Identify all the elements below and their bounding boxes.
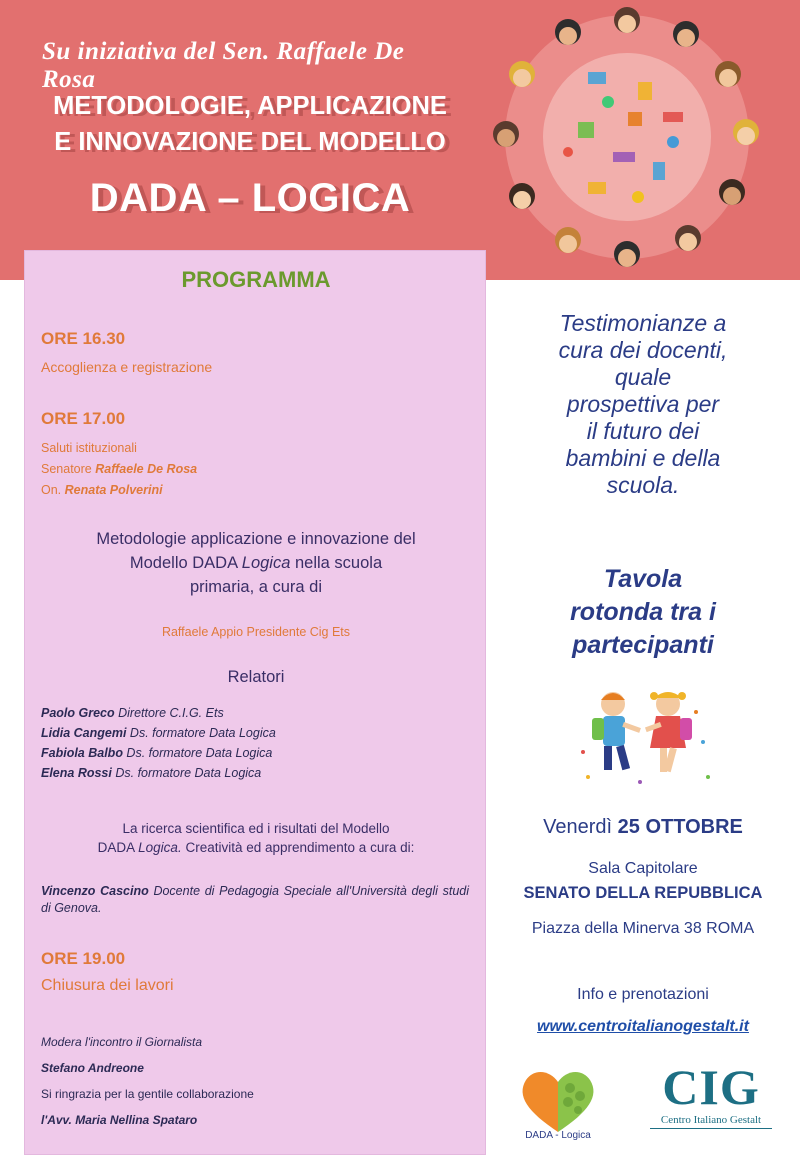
cig-logo-subtitle: Centro Italiano Gestalt [660, 1114, 762, 1126]
research-line-2 [35, 838, 477, 857]
tavola-rotonda-text [500, 563, 786, 662]
methodology-line-1: Metodologie applicazione e innovazione del [96, 530, 416, 548]
tavola-line: partecipanti [572, 631, 714, 659]
session-1-time: ORE 16.30 [41, 329, 126, 348]
relatore-role: Ds. formatore Data Logica [111, 766, 262, 780]
relatore-role: Ds. formatore Data Logica [122, 746, 273, 760]
relatore-name: Paolo Greco [41, 706, 115, 720]
cascino-name: Vincenzo Cascino [41, 884, 149, 898]
cascino-paragraph [41, 883, 469, 917]
title-line-3: DADA – LOGICA [89, 176, 411, 220]
girl-figure [645, 692, 692, 772]
thanks-text: Si ringrazia per la gentile collaborazione [41, 1087, 254, 1101]
relatori-list [41, 703, 276, 783]
curator-text: Raffaele Appio Presidente Cig Ets [161, 625, 351, 639]
session-1-text: Accoglienza e registrazione [41, 359, 213, 375]
venue-line-1: Sala Capitolare [588, 860, 698, 877]
title-line-2: E INNOVAZIONE DEL MODELLO [54, 128, 446, 156]
tavola-line: rotonda tra i [570, 598, 716, 626]
website-link[interactable]: www.centroitalianogestalt.it [537, 1018, 749, 1035]
research-line-1: La ricerca scientifica ed i risultati del Modello [122, 821, 390, 836]
cascino-role: Docente di Pedagogia Speciale all'Università degli studi di Genova. [41, 884, 469, 915]
testimonianze-line: scuola. [606, 472, 680, 498]
senator-name: Raffaele De Rosa [95, 462, 198, 476]
methodology-line-2b: Logica [241, 554, 291, 572]
testimonianze-line: Testimonianze a [559, 310, 727, 336]
hon-name: Renata Polverini [64, 483, 163, 497]
methodology-paragraph [35, 527, 477, 599]
date-day: 25 OTTOBRE [617, 816, 743, 838]
relatore-name: Fabiola Balbo [41, 746, 123, 760]
session-3-text: Chiusura dei lavori [41, 977, 174, 994]
relatore-item [41, 743, 276, 763]
boy-figure [592, 692, 641, 770]
session-3-time: ORE 19.00 [41, 949, 126, 968]
event-date [500, 816, 786, 839]
research-line-2b: Logica. [138, 840, 182, 855]
title-line-1: METODOLOGIE, APPLICAZIONE [53, 92, 447, 120]
initiative-text: Su iniziativa del Sen. Raffaele De Rosa [42, 38, 405, 93]
children-circle-illustration [488, 2, 766, 272]
relatore-item [41, 703, 276, 723]
thanks-name: l'Avv. Maria Nellina Spataro [41, 1113, 198, 1127]
testimonianze-line: bambini e della [565, 445, 721, 471]
cig-logo-divider [650, 1128, 772, 1129]
senator-role: Senatore [41, 462, 96, 476]
header-band [0, 0, 800, 280]
session-2-line-3 [41, 483, 163, 497]
methodology-line-3: primaria, a cura di [189, 578, 323, 596]
research-line-2a: DADA [97, 840, 139, 855]
methodology-line-2c: nella scuola [290, 554, 383, 572]
research-paragraph [35, 819, 477, 857]
methodology-line-2 [35, 551, 477, 575]
tavola-line: Tavola [603, 565, 683, 593]
relatore-name: Lidia Cangemi [41, 726, 127, 740]
testimonianze-line: cura dei docenti, [558, 337, 728, 363]
relatore-name: Elena Rossi [41, 766, 112, 780]
hon-role: On. [41, 483, 65, 497]
moderator-text: Modera l'incontro il Giornalista [41, 1035, 203, 1049]
venue-line-2: SENATO DELLA REPUBBLICA [523, 884, 763, 902]
programme-panel [24, 250, 486, 1155]
relatore-item [41, 763, 276, 783]
research-line-2c: Creatività ed apprendimento a cura di: [181, 840, 415, 855]
relatore-role: Direttore C.I.G. Ets [114, 706, 224, 720]
moderator-name: Stefano Andreone [41, 1061, 144, 1075]
testimonianze-text [500, 310, 786, 499]
relatori-heading: Relatori [227, 668, 285, 686]
relatore-role: Ds. formatore Data Logica [126, 726, 276, 740]
dada-logo-text: DADA - Logica [525, 1130, 591, 1141]
kids-with-backpacks-illustration [568, 682, 718, 794]
session-2-line-1: Saluti istituzionali [41, 441, 137, 455]
info-label: Info e prenotazioni [577, 986, 709, 1003]
testimonianze-line: il futuro dei [586, 418, 700, 444]
session-2-line-2 [41, 462, 197, 476]
testimonianze-line: quale [614, 364, 672, 390]
venue-line-3: Piazza della Minerva 38 ROMA [531, 920, 755, 937]
date-prefix: Venerdì [543, 816, 618, 838]
relatore-item [41, 723, 276, 743]
methodology-line-2a: Modello DADA [129, 554, 242, 572]
testimonianze-line: prospettiva per [566, 391, 720, 417]
cig-logo-text: CIG [662, 1059, 760, 1115]
programme-heading: PROGRAMMA [181, 267, 331, 292]
session-2-time: ORE 17.00 [41, 409, 126, 428]
